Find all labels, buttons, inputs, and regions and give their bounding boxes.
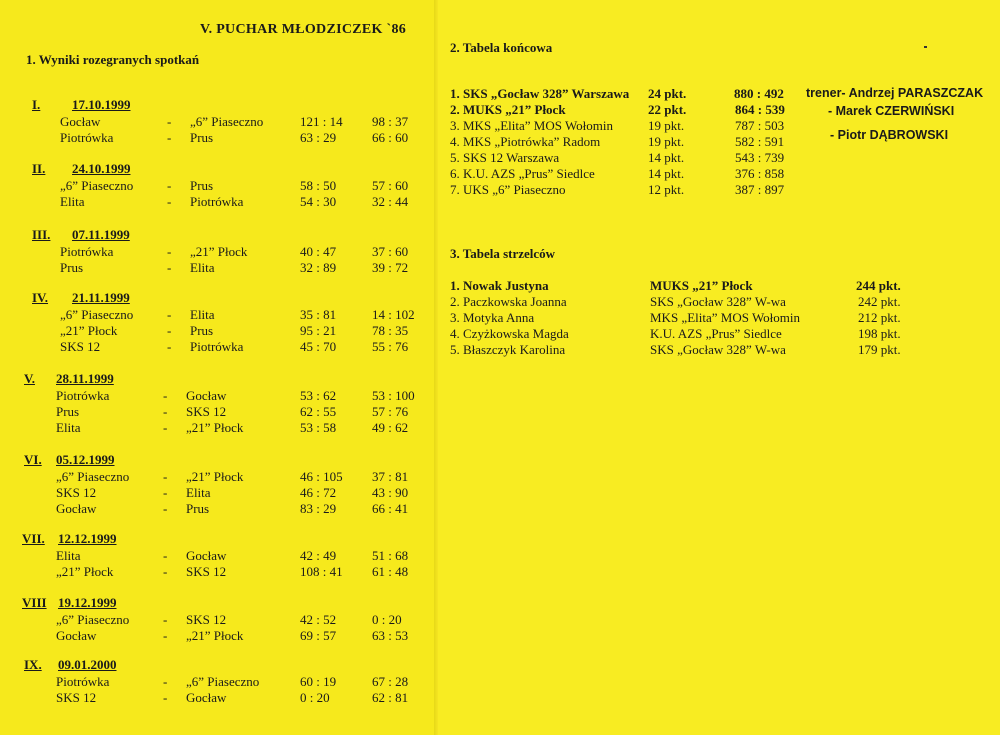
score-first-match: 42 : 52 — [300, 612, 337, 627]
scorer-name: 3. Motyka Anna — [450, 310, 535, 325]
home-team: Piotrówka — [60, 244, 114, 259]
standings-team: 2. MUKS „21” Płock — [450, 102, 566, 117]
scorer-row — [438, 294, 1000, 310]
home-team: „21” Płock — [60, 323, 118, 338]
round-date: 05.12.1999 — [56, 452, 115, 467]
round-date: 28.11.1999 — [56, 371, 114, 386]
score-first-match: 121 : 14 — [300, 114, 343, 129]
match-dash: - — [163, 485, 168, 500]
match-row — [0, 244, 436, 261]
score-first-match: 0 : 20 — [300, 690, 330, 705]
standings-points: 19 pkt. — [648, 134, 685, 149]
round-date: 12.12.1999 — [58, 531, 117, 546]
score-second-match: 49 : 62 — [372, 420, 409, 435]
match-row — [0, 548, 436, 565]
away-team: Gocław — [186, 690, 227, 705]
match-dash: - — [167, 339, 172, 354]
away-team: „6” Piaseczno — [186, 674, 260, 689]
match-dash: - — [167, 307, 172, 322]
away-team: Prus — [186, 501, 210, 516]
away-team: „6” Piaseczno — [190, 114, 264, 129]
round-date: 19.12.1999 — [58, 595, 117, 610]
scorer-row — [438, 278, 1000, 294]
standings-ratio: 880 : 492 — [734, 86, 784, 101]
away-team: Elita — [190, 260, 215, 275]
score-second-match: 57 : 76 — [372, 404, 409, 419]
match-row — [0, 501, 436, 518]
home-team: „21” Płock — [56, 564, 114, 579]
score-first-match: 42 : 49 — [300, 548, 337, 563]
home-team: „6” Piaseczno — [60, 178, 134, 193]
home-team: Piotrówka — [56, 674, 110, 689]
standings-points: 14 pkt. — [648, 166, 685, 181]
score-first-match: 32 : 89 — [300, 260, 337, 275]
standings-points: 14 pkt. — [648, 150, 685, 165]
coach-name: trener- Andrzej PARASZCZAK — [806, 86, 984, 100]
home-team: SKS 12 — [56, 690, 97, 705]
score-second-match: 0 : 20 — [372, 612, 402, 627]
standings-team: 5. SKS 12 Warszawa — [450, 150, 560, 165]
away-team: Piotrówka — [190, 194, 244, 209]
coach-name: - Piotr DĄBROWSKI — [830, 128, 949, 142]
match-row — [0, 628, 436, 645]
standings-team: 1. SKS „Gocław 328” Warszawa — [450, 86, 630, 101]
scorer-name: 4. Czyżkowska Magda — [450, 326, 569, 341]
away-team: Piotrówka — [190, 339, 244, 354]
away-team: „21” Płock — [186, 628, 244, 643]
away-team: SKS 12 — [186, 404, 227, 419]
match-row — [0, 564, 436, 581]
left-page — [0, 0, 436, 735]
away-team: „21” Płock — [190, 244, 248, 259]
match-row — [0, 114, 436, 131]
score-first-match: 53 : 62 — [300, 388, 337, 403]
match-row — [0, 178, 436, 195]
scorer-name: 2. Paczkowska Joanna — [450, 294, 567, 309]
score-second-match: 32 : 44 — [372, 194, 409, 209]
home-team: SKS 12 — [56, 485, 97, 500]
section-results-heading: 1. Wyniki rozegranych spotkań — [26, 52, 200, 67]
match-dash: - — [163, 420, 168, 435]
score-first-match: 45 : 70 — [300, 339, 337, 354]
home-team: Elita — [60, 194, 85, 209]
match-dash: - — [167, 260, 172, 275]
standings-row — [438, 182, 1000, 198]
match-dash: - — [167, 178, 172, 193]
standings-points: 12 pkt. — [648, 182, 685, 197]
match-dash: - — [163, 674, 168, 689]
document-title: V. PUCHAR MŁODZICZEK `86 — [200, 22, 407, 37]
home-team: „6” Piaseczno — [56, 469, 130, 484]
match-dash: - — [163, 612, 168, 627]
round-date: 24.10.1999 — [72, 161, 131, 176]
standings-row — [438, 166, 1000, 182]
scorer-points: 198 pkt. — [858, 326, 901, 341]
standings-points: 24 pkt. — [648, 86, 687, 101]
home-team: Gocław — [56, 501, 97, 516]
home-team: „6” Piaseczno — [56, 612, 130, 627]
score-second-match: 63 : 53 — [372, 628, 409, 643]
match-row — [0, 469, 436, 486]
standings-points: 22 pkt. — [648, 102, 687, 117]
score-second-match: 66 : 41 — [372, 501, 409, 516]
away-team: Gocław — [186, 388, 227, 403]
score-second-match: 39 : 72 — [372, 260, 409, 275]
home-team: Gocław — [60, 114, 101, 129]
match-row — [0, 130, 436, 147]
score-second-match: 61 : 48 — [372, 564, 409, 579]
home-team: Prus — [56, 404, 80, 419]
score-first-match: 69 : 57 — [300, 628, 337, 643]
away-team: „21” Płock — [186, 420, 244, 435]
standings-ratio: 582 : 591 — [735, 134, 785, 149]
score-first-match: 60 : 19 — [300, 674, 337, 689]
round-number: VI. — [24, 452, 42, 467]
match-dash: - — [163, 388, 168, 403]
score-second-match: 14 : 102 — [372, 307, 415, 322]
score-second-match: 37 : 60 — [372, 244, 409, 259]
away-team: Elita — [186, 485, 211, 500]
home-team: Piotrówka — [56, 388, 110, 403]
scorer-row — [438, 342, 1000, 358]
scorer-name: 5. Błaszczyk Karolina — [450, 342, 566, 357]
round-number: V. — [24, 371, 35, 386]
match-dash: - — [167, 114, 172, 129]
score-first-match: 62 : 55 — [300, 404, 337, 419]
score-second-match: 37 : 81 — [372, 469, 409, 484]
standings-row — [438, 86, 1000, 102]
score-second-match: 57 : 60 — [372, 178, 409, 193]
scorer-points: 179 pkt. — [858, 342, 901, 357]
scorer-row — [438, 326, 1000, 342]
home-team: SKS 12 — [60, 339, 101, 354]
score-first-match: 46 : 105 — [300, 469, 343, 484]
match-dash: - — [167, 194, 172, 209]
home-team: Piotrówka — [60, 130, 114, 145]
coach-name: - Marek CZERWIŃSKI — [828, 104, 955, 118]
scorer-club: MUKS „21” Płock — [650, 278, 753, 293]
score-first-match: 83 : 29 — [300, 501, 337, 516]
round-number: VII. — [22, 531, 45, 546]
print-speck — [924, 46, 927, 48]
round-number: II. — [32, 161, 46, 176]
standings-team: 4. MKS „Piotrówka” Radom — [450, 134, 601, 149]
away-team: Prus — [190, 323, 214, 338]
match-row — [0, 339, 436, 356]
score-first-match: 63 : 29 — [300, 130, 337, 145]
match-row — [0, 404, 436, 421]
match-row — [0, 307, 436, 324]
match-row — [0, 420, 436, 437]
standings-row — [438, 134, 1000, 150]
scorer-points: 244 pkt. — [856, 278, 901, 293]
match-row — [0, 194, 436, 211]
score-first-match: 95 : 21 — [300, 323, 337, 338]
home-team: „6” Piaseczno — [60, 307, 134, 322]
away-team: SKS 12 — [186, 564, 227, 579]
away-team: SKS 12 — [186, 612, 227, 627]
standings-team: 6. K.U. AZS „Prus” Siedlce — [450, 166, 595, 181]
scorer-club: SKS „Gocław 328” W-wa — [650, 294, 786, 309]
away-team: „21” Płock — [186, 469, 244, 484]
match-dash: - — [167, 244, 172, 259]
score-first-match: 46 : 72 — [300, 485, 337, 500]
score-second-match: 78 : 35 — [372, 323, 409, 338]
round-date: 21.11.1999 — [72, 290, 130, 305]
standings-ratio: 376 : 858 — [735, 166, 785, 181]
score-second-match: 53 : 100 — [372, 388, 415, 403]
match-row — [0, 690, 436, 707]
match-dash: - — [163, 469, 168, 484]
away-team: Prus — [190, 130, 214, 145]
standings-row — [438, 150, 1000, 166]
score-first-match: 58 : 50 — [300, 178, 337, 193]
score-second-match: 67 : 28 — [372, 674, 409, 689]
section-final-table-heading: 2. Tabela końcowa — [450, 40, 553, 55]
match-row — [0, 388, 436, 405]
away-team: Prus — [190, 178, 214, 193]
round-date: 09.01.2000 — [58, 657, 117, 672]
match-row — [0, 323, 436, 340]
scorer-points: 212 pkt. — [858, 310, 901, 325]
score-first-match: 108 : 41 — [300, 564, 343, 579]
standings-ratio: 543 : 739 — [735, 150, 785, 165]
away-team: Elita — [190, 307, 215, 322]
section-scorers-heading: 3. Tabela strzelców — [450, 246, 556, 261]
scorer-row — [438, 310, 1000, 326]
score-first-match: 53 : 58 — [300, 420, 337, 435]
match-dash: - — [167, 130, 172, 145]
score-second-match: 62 : 81 — [372, 690, 409, 705]
round-number: I. — [32, 97, 41, 112]
score-second-match: 51 : 68 — [372, 548, 409, 563]
match-dash: - — [163, 564, 168, 579]
match-row — [0, 674, 436, 691]
standings-row — [438, 102, 1000, 118]
round-number: III. — [32, 227, 51, 242]
round-date: 17.10.1999 — [72, 97, 131, 112]
match-dash: - — [163, 501, 168, 516]
match-row — [0, 612, 436, 629]
standings-points: 19 pkt. — [648, 118, 685, 133]
match-dash: - — [163, 404, 168, 419]
score-first-match: 40 : 47 — [300, 244, 337, 259]
home-team: Gocław — [56, 628, 97, 643]
home-team: Prus — [60, 260, 84, 275]
scorer-club: SKS „Gocław 328” W-wa — [650, 342, 786, 357]
match-dash: - — [163, 690, 168, 705]
scorer-name: 1. Nowak Justyna — [450, 278, 549, 293]
score-second-match: 43 : 90 — [372, 485, 409, 500]
score-first-match: 54 : 30 — [300, 194, 337, 209]
match-dash: - — [167, 323, 172, 338]
match-dash: - — [163, 628, 168, 643]
match-dash: - — [163, 548, 168, 563]
round-date: 07.11.1999 — [72, 227, 130, 242]
standings-ratio: 864 : 539 — [735, 102, 785, 117]
away-team: Gocław — [186, 548, 227, 563]
scorer-points: 242 pkt. — [858, 294, 901, 309]
home-team: Elita — [56, 420, 81, 435]
score-second-match: 66 : 60 — [372, 130, 409, 145]
match-row — [0, 485, 436, 502]
scorer-club: MKS „Elita” MOS Wołomin — [650, 310, 801, 325]
round-number: VIII — [22, 595, 47, 610]
right-page — [438, 0, 1000, 735]
standings-ratio: 787 : 503 — [735, 118, 785, 133]
standings-team: 3. MKS „Elita” MOS Wołomin — [450, 118, 614, 133]
match-row — [0, 260, 436, 277]
standings-ratio: 387 : 897 — [735, 182, 785, 197]
score-first-match: 35 : 81 — [300, 307, 337, 322]
standings-team: 7. UKS „6” Piaseczno — [450, 182, 566, 197]
home-team: Elita — [56, 548, 81, 563]
score-second-match: 55 : 76 — [372, 339, 409, 354]
scorer-club: K.U. AZS „Prus” Siedlce — [650, 326, 782, 341]
score-second-match: 98 : 37 — [372, 114, 409, 129]
round-number: IX. — [24, 657, 42, 672]
round-number: IV. — [32, 290, 49, 305]
